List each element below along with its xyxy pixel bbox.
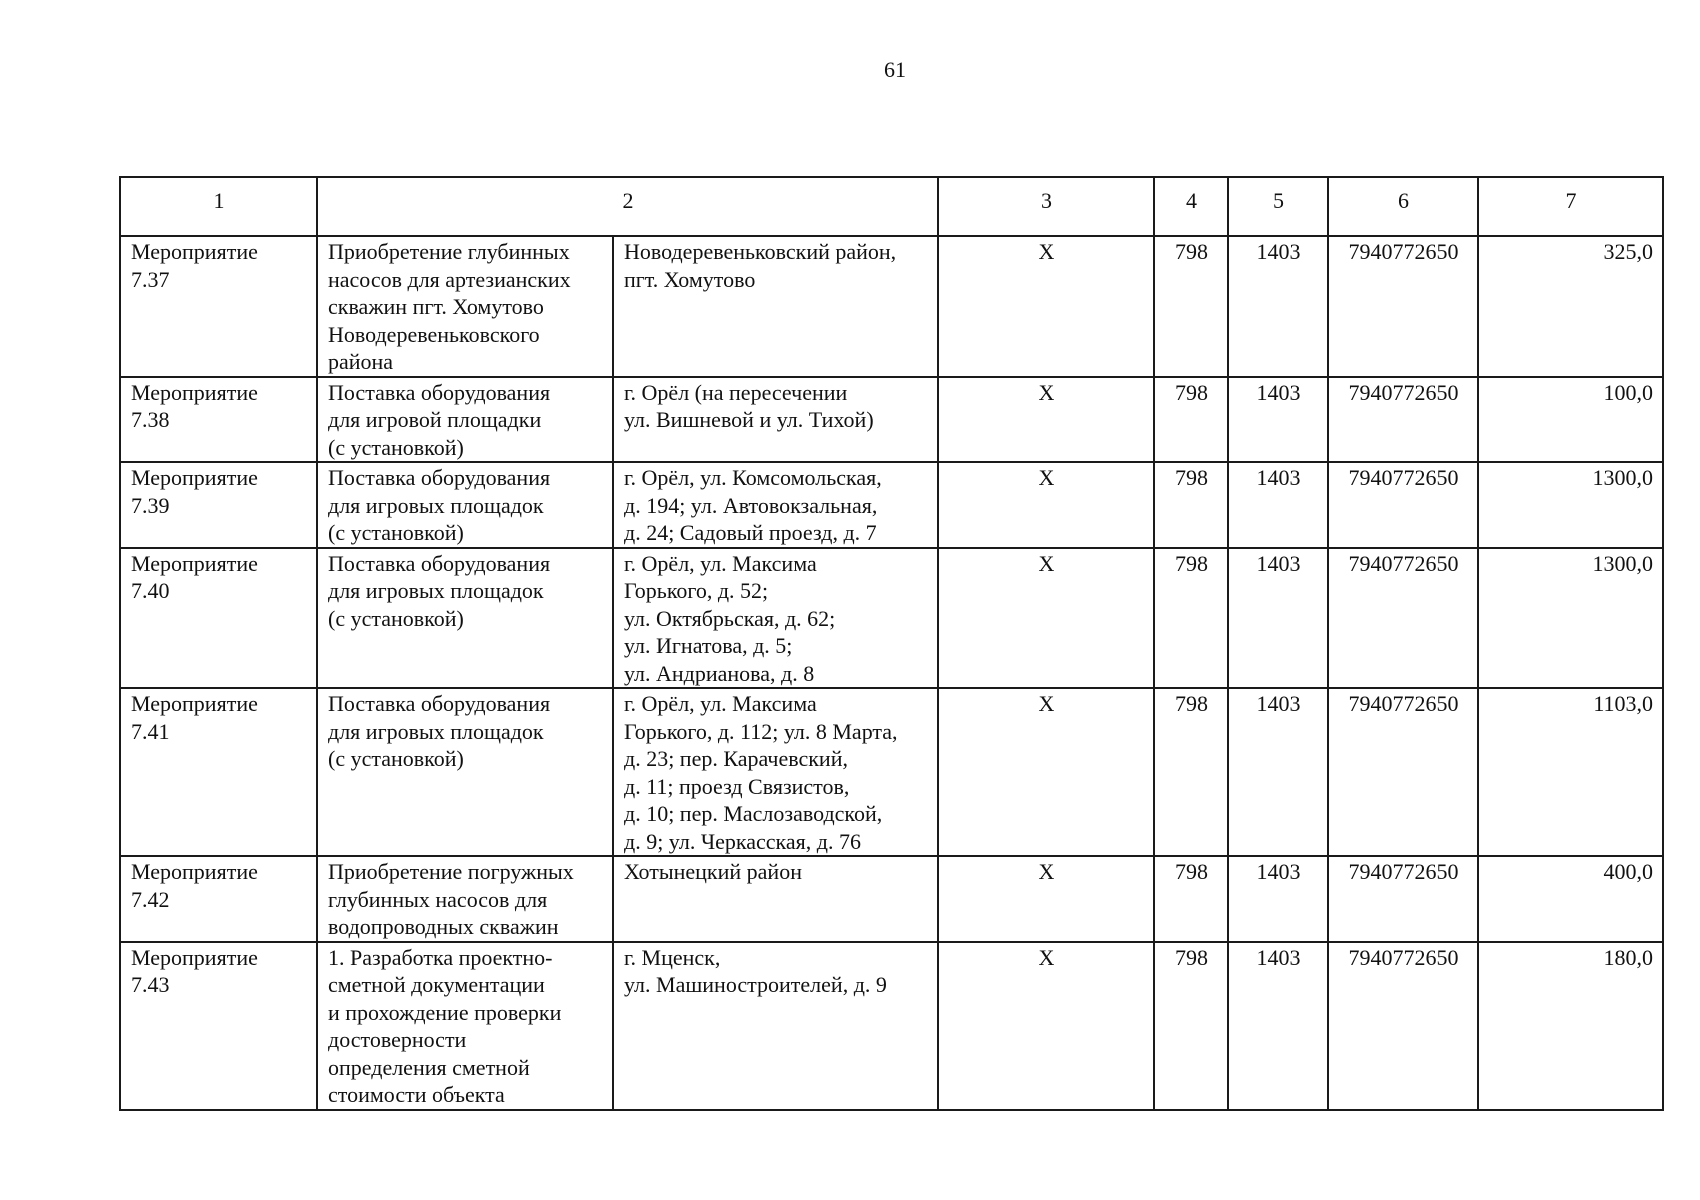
col3-value: X (938, 377, 1154, 463)
header-col-3: 3 (938, 177, 1154, 236)
event-label: Мероприятие 7.41 (120, 688, 317, 856)
col7-value: 1103,0 (1478, 688, 1663, 856)
event-location: г. Орёл, ул. Максима Горького, д. 112; ул. 8 Марта, д. 23; пер. Карачевский, д. 11; проезд Связистов, д. 10; пер. Маслозаводской, д. 9; ул. Черкасская, д. 76 (613, 688, 938, 856)
event-location: Новодеревеньковский район, пгт. Хомутово (613, 236, 938, 377)
event-description: Поставка оборудования для игровых площадок (с установкой) (317, 462, 613, 548)
col5-value: 1403 (1228, 462, 1328, 548)
header-col-7: 7 (1478, 177, 1663, 236)
event-location: г. Орёл, ул. Комсомольская, д. 194; ул. Автовокзальная, д. 24; Садовый проезд, д. 7 (613, 462, 938, 548)
table-body (120, 236, 1663, 1110)
col3-value: X (938, 462, 1154, 548)
event-description: 1. Разработка проектно- сметной документации и прохождение проверки достоверности определения сметной стоимости объекта (317, 942, 613, 1110)
col4-value: 798 (1154, 462, 1228, 548)
event-location: г. Мценск, ул. Машиностроителей, д. 9 (613, 942, 938, 1110)
event-label: Мероприятие 7.39 (120, 462, 317, 548)
header-col-5: 5 (1228, 177, 1328, 236)
col4-value: 798 (1154, 856, 1228, 942)
table-header (120, 177, 1663, 236)
budget-table (119, 176, 1664, 1111)
col5-value: 1403 (1228, 942, 1328, 1110)
col7-value: 1300,0 (1478, 548, 1663, 689)
table-row (120, 856, 1663, 942)
col4-value: 798 (1154, 236, 1228, 377)
col3-value: X (938, 688, 1154, 856)
col6-value: 7940772650 (1328, 377, 1478, 463)
col4-value: 798 (1154, 688, 1228, 856)
event-location: г. Орёл, ул. Максима Горького, д. 52; ул. Октябрьская, д. 62; ул. Игнатова, д. 5; ул. Андрианова, д. 8 (613, 548, 938, 689)
col5-value: 1403 (1228, 856, 1328, 942)
page-number: 61 (884, 57, 906, 82)
event-description: Приобретение глубинных насосов для артезианских скважин пгт. Хомутово Новодеревеньковского района (317, 236, 613, 377)
col6-value: 7940772650 (1328, 856, 1478, 942)
col3-value: X (938, 942, 1154, 1110)
col5-value: 1403 (1228, 688, 1328, 856)
event-label: Мероприятие 7.42 (120, 856, 317, 942)
col7-value: 325,0 (1478, 236, 1663, 377)
col6-value: 7940772650 (1328, 548, 1478, 689)
col3-value: X (938, 548, 1154, 689)
col6-value: 7940772650 (1328, 236, 1478, 377)
header-row (120, 177, 1663, 236)
header-col-1: 1 (120, 177, 317, 236)
table-row (120, 942, 1663, 1110)
col6-value: 7940772650 (1328, 462, 1478, 548)
table-row (120, 236, 1663, 377)
event-description: Поставка оборудования для игровых площадок (с установкой) (317, 548, 613, 689)
table-row (120, 462, 1663, 548)
event-description: Поставка оборудования для игровых площадок (с установкой) (317, 688, 613, 856)
event-label: Мероприятие 7.43 (120, 942, 317, 1110)
table-row (120, 688, 1663, 856)
event-location: г. Орёл (на пересечении ул. Вишневой и ул. Тихой) (613, 377, 938, 463)
event-description: Приобретение погружных глубинных насосов для водопроводных скважин (317, 856, 613, 942)
event-location: Хотынецкий район (613, 856, 938, 942)
col4-value: 798 (1154, 377, 1228, 463)
col5-value: 1403 (1228, 548, 1328, 689)
col6-value: 7940772650 (1328, 688, 1478, 856)
header-col-2: 2 (317, 177, 938, 236)
header-col-6: 6 (1328, 177, 1478, 236)
header-col-4: 4 (1154, 177, 1228, 236)
event-label: Мероприятие 7.37 (120, 236, 317, 377)
col3-value: X (938, 236, 1154, 377)
event-label: Мероприятие 7.38 (120, 377, 317, 463)
col7-value: 100,0 (1478, 377, 1663, 463)
col3-value: X (938, 856, 1154, 942)
col7-value: 400,0 (1478, 856, 1663, 942)
col5-value: 1403 (1228, 377, 1328, 463)
event-description: Поставка оборудования для игровой площадки (с установкой) (317, 377, 613, 463)
col4-value: 798 (1154, 548, 1228, 689)
col7-value: 180,0 (1478, 942, 1663, 1110)
col6-value: 7940772650 (1328, 942, 1478, 1110)
col4-value: 798 (1154, 942, 1228, 1110)
event-label: Мероприятие 7.40 (120, 548, 317, 689)
table-row (120, 377, 1663, 463)
table-row (120, 548, 1663, 689)
col7-value: 1300,0 (1478, 462, 1663, 548)
col5-value: 1403 (1228, 236, 1328, 377)
